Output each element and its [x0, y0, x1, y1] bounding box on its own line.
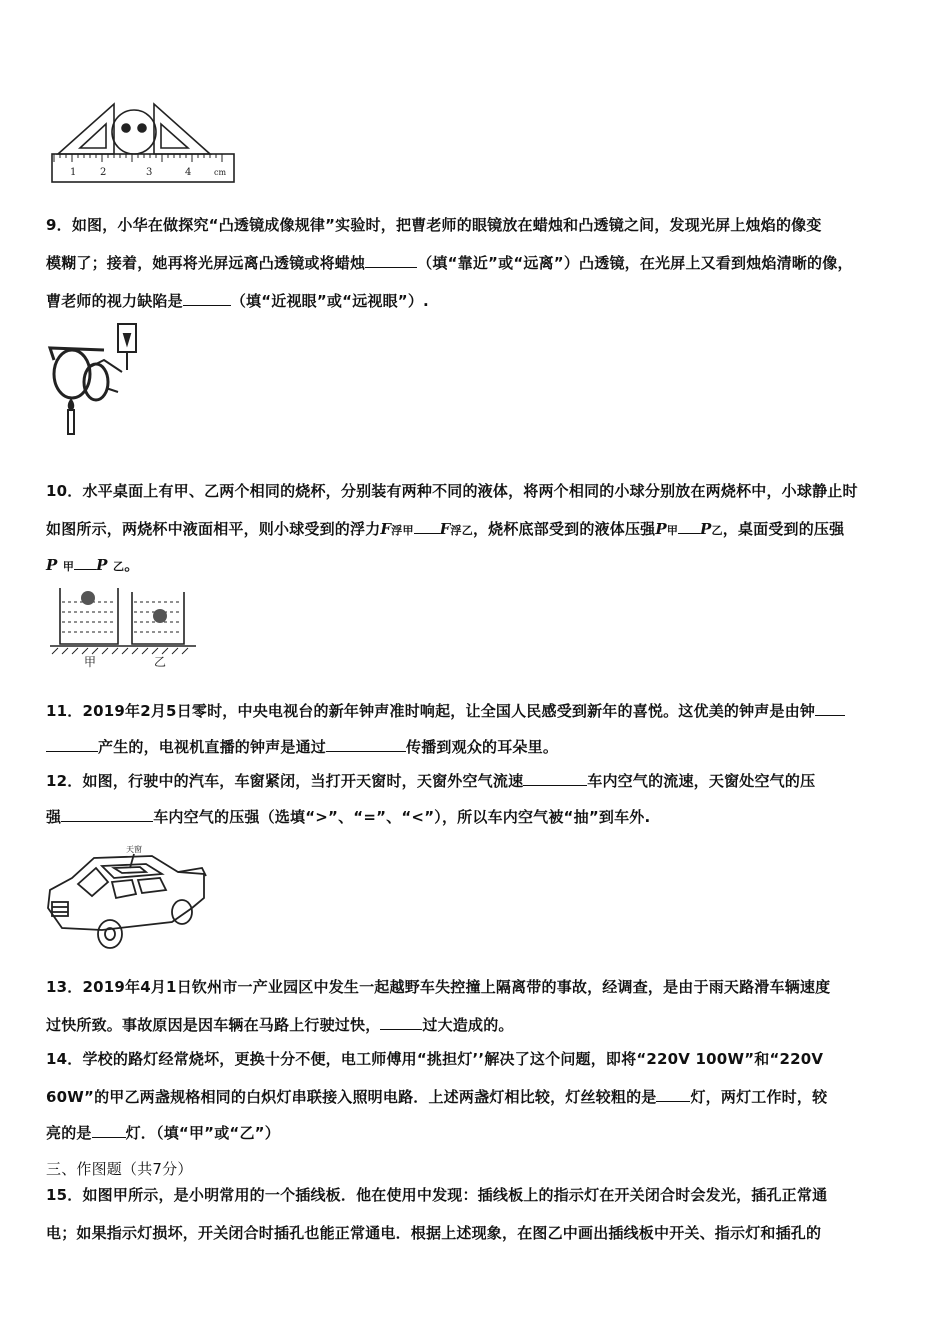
- q11-blank-1a[interactable]: [815, 700, 845, 716]
- beakers-figure: [48, 582, 198, 668]
- q10-line-1: 10．水平桌面上有甲、乙两个相同的烧杯，分别装有两种不同的液体，将两个相同的小球分别放在两烧杯中，小球静止时: [46, 482, 858, 500]
- ruler-tick-2: 2: [100, 167, 107, 178]
- q13-line-2: 过快所致。事故原因是因车辆在马路上行驶过快， 过大造成的。: [46, 1016, 514, 1034]
- q13-line-1: 13．2019年4月1日钦州市一产业园区中发生一起越野车失控撞上隔离带的事故，经调查，是由于雨天路滑车辆速度: [46, 978, 831, 996]
- q15-line-1: 15．如图甲所示，是小明常用的一个插线板．他在使用中发现：插线板上的指示灯在开关闭合时会发光，插孔正常通: [46, 1186, 828, 1204]
- q11-line-2: 产生的，电视机直播的钟声是通过 传播到观众的耳朵里。: [46, 736, 558, 757]
- q10-blank-2[interactable]: [678, 518, 700, 534]
- q14-blank-2[interactable]: [92, 1122, 126, 1138]
- q10-blank-1[interactable]: [414, 518, 440, 534]
- q11-blank-1b[interactable]: [46, 736, 98, 752]
- ruler-figure: [48, 96, 238, 188]
- q11-line-1: 11．2019年2月5日零时，中央电视台的新年钟声准时响起，让全国人民感受到新年的喜悦。这优美的钟声是由钟: [46, 700, 845, 721]
- q9-line-3: 曹老师的视力缺陷是 （填“近视眼”或“远视眼”）.: [46, 292, 429, 310]
- q14-line-3: 亮的是 灯．（填“甲”或“乙”）: [46, 1124, 280, 1142]
- q9-blank-2[interactable]: [183, 290, 231, 306]
- q12-blank-1[interactable]: [523, 770, 587, 786]
- car-figure: [42, 838, 212, 958]
- q10-line-2: 如图所示，两烧杯中液面相平，则小球受到的浮力F浮甲 F浮乙，烧杯底部受到的液体压强P甲 P乙，桌面受到的压强: [46, 520, 845, 538]
- q9-line-2: 模糊了；接着，她再将光屏远离凸透镜或将蜡烛 （填“靠近”或“远离”）凸透镜，在光屏上又看到烛焰清晰的像，: [46, 254, 853, 272]
- q12-line-2: 强 车内空气的压强（选填“>”、“=”、“<”），所以车内空气被“抽”到车外.: [46, 808, 651, 826]
- beaker-label-jia: 甲: [84, 655, 97, 668]
- q14-line-1: 14．学校的路灯经常烧坏，更换十分不便，电工师傅用“挑担灯’’解决了这个问题，即将“220V 100W”和“220V: [46, 1050, 824, 1068]
- ruler-tick-1: 1: [70, 167, 77, 178]
- q14-line-2: 60W”的甲乙两盏规格相同的白炽灯串联接入照明电路．上述两盏灯相比较，灯丝较粗的是 灯，两灯工作时，较: [46, 1088, 828, 1106]
- q9-line-1: 9．如图，小华在做探究“凸透镜成像规律”实验时，把曹老师的眼镜放在蜡烛和凸透镜之间，发现光屏上烛焰的像变: [46, 216, 822, 234]
- q15-line-2: 电；如果指示灯损坏，开关闭合时插孔也能正常通电．根据上述现象，在图乙中画出插线板中开关、指示灯和插孔的: [46, 1224, 822, 1242]
- ruler-unit: cm: [214, 168, 227, 177]
- q13-blank-1[interactable]: [380, 1014, 422, 1030]
- beaker-label-yi: 乙: [154, 655, 167, 668]
- q10-line-3: P 甲 P 乙。: [46, 556, 140, 574]
- q11-blank-2[interactable]: [326, 736, 406, 752]
- sunroof-label: 天窗: [126, 845, 142, 854]
- section-3-title: 三、作图题（共7分）: [46, 1160, 193, 1178]
- q12-blank-2[interactable]: [61, 806, 153, 822]
- q14-blank-1[interactable]: [656, 1086, 690, 1102]
- q9-blank-1[interactable]: [365, 252, 417, 268]
- glasses-candle-figure: [44, 320, 144, 440]
- q12-line-1: 12．如图，行驶中的汽车，车窗紧闭，当打开天窗时，天窗外空气流速 车内空气的流速，天窗处空气的压: [46, 772, 816, 790]
- ruler-tick-4: 4: [185, 167, 192, 178]
- q10-blank-3[interactable]: [74, 554, 96, 570]
- ruler-tick-3: 3: [146, 167, 153, 178]
